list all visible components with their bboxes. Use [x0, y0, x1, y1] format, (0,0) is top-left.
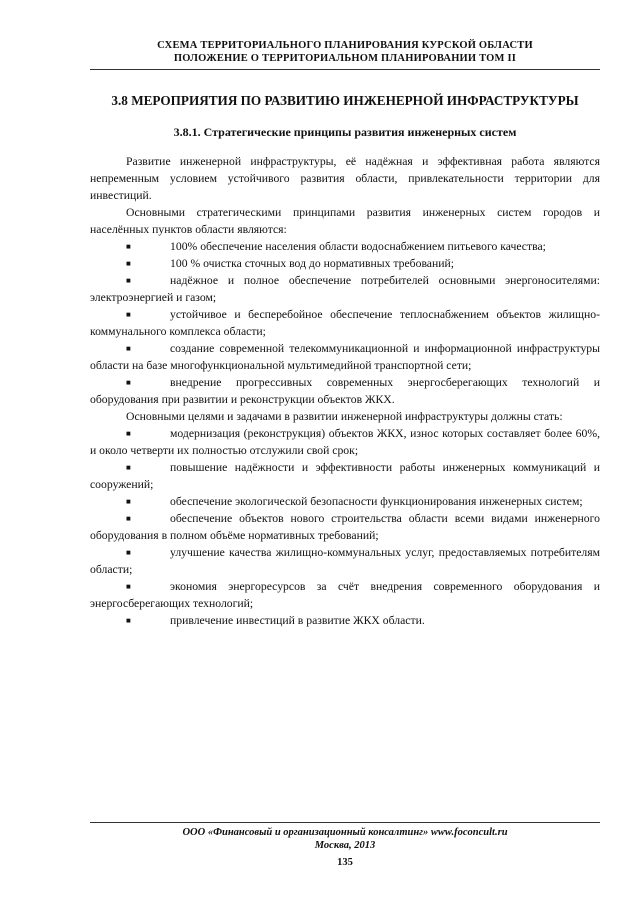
bullet-icon: ■ — [126, 378, 131, 387]
footer-divider — [90, 822, 600, 823]
list-item-text: улучшение качества жилищно-коммунальных услуг, предоставляемых потребителям области; — [90, 546, 600, 576]
list-item-text: 100% обеспечение населения области водоснабжением питьевого качества; — [170, 240, 546, 253]
list-item — [90, 510, 600, 544]
list-item — [90, 340, 600, 374]
list-item — [90, 612, 600, 629]
running-header-line-2: ПОЛОЖЕНИЕ О ТЕРРИТОРИАЛЬНОМ ПЛАНИРОВАНИИ ТОМ II — [173, 52, 517, 64]
list-item — [90, 425, 600, 459]
list-item — [90, 544, 600, 578]
running-header-line-1: СХЕМА ТЕРРИТОРИАЛЬНОГО ПЛАНИРОВАНИЯ КУРСКОЙ ОБЛАСТИ — [157, 40, 533, 51]
list-item-text: надёжное и полное обеспечение потребителей основными энергоносителями: электроэнергией и газом; — [90, 274, 600, 304]
running-header — [90, 40, 600, 65]
list-item-text: создание современной телекоммуникационной и информационной инфраструктуры области на базе многофункциональной мультимедийной транспортной сети; — [90, 342, 600, 372]
bullet-icon: ■ — [126, 344, 131, 353]
list-item — [90, 255, 600, 272]
list-item — [90, 578, 600, 612]
list-item-text: модернизация (реконструкция) объектов ЖКХ, износ которых составляет более 60%, и около четверти их полностью отслужили свой срок; — [90, 427, 600, 457]
page-number: 135 — [337, 857, 353, 868]
list-item — [90, 306, 600, 340]
list-item — [90, 493, 600, 510]
list-item-text: привлечение инвестиций в развитие ЖКХ области. — [170, 614, 425, 627]
bullet-icon: ■ — [126, 310, 131, 319]
paragraph-principles-intro: Основными стратегическими принципами развития инженерных систем городов и населённых пунктов области являются: — [90, 206, 600, 236]
list-item-text: обеспечение экологической безопасности функционирования инженерных систем; — [170, 495, 583, 508]
bullet-icon: ■ — [126, 548, 131, 557]
page-footer — [90, 826, 600, 852]
list-item — [90, 238, 600, 255]
footer-line-1: ООО «Финансовый и организационный консалтинг» www.foconcult.ru — [182, 827, 508, 838]
list-item-text: внедрение прогрессивных современных энергосберегающих технологий и оборудования при развитии и реконструкции объектов ЖКХ. — [90, 376, 600, 406]
bullet-icon: ■ — [126, 276, 131, 285]
bullet-icon: ■ — [126, 242, 131, 251]
bullet-icon: ■ — [126, 259, 131, 268]
list-item-text: устойчивое и бесперебойное обеспечение теплоснабжением объектов жилищно-коммунального комплекса области; — [90, 308, 600, 338]
principles-list — [90, 238, 600, 408]
bullet-icon: ■ — [126, 616, 131, 625]
bullet-icon: ■ — [126, 582, 131, 591]
bullet-icon: ■ — [126, 429, 131, 438]
section-title: 3.8 МЕРОПРИЯТИЯ ПО РАЗВИТИЮ ИНЖЕНЕРНОЙ ИНФРАСТРУКТУРЫ — [111, 93, 579, 108]
list-item — [90, 459, 600, 493]
goals-list — [90, 425, 600, 629]
list-item-text: повышение надёжности и эффективности работы инженерных коммуникаций и сооружений; — [90, 461, 600, 491]
bullet-icon: ■ — [126, 514, 131, 523]
bullet-icon: ■ — [126, 463, 131, 472]
paragraph-goals-intro: Основными целями и задачами в развитии инженерной инфраструктуры должны стать: — [126, 410, 563, 423]
document-body — [90, 153, 600, 629]
list-item-text: обеспечение объектов нового строительства области всеми видами инженерного оборудования в полном объёме нормативных требований; — [90, 512, 600, 542]
footer-line-2: Москва, 2013 — [314, 840, 376, 851]
list-item — [90, 272, 600, 306]
header-divider — [90, 69, 600, 70]
bullet-icon: ■ — [126, 497, 131, 506]
list-item-text: экономия энергоресурсов за счёт внедрения современного оборудования и энергосберегающих технологий; — [90, 580, 600, 610]
list-item — [90, 374, 600, 408]
list-item-text: 100 % очистка сточных вод до нормативных требований; — [170, 257, 455, 270]
subsection-title: 3.8.1. Стратегические принципы развития инженерных систем — [173, 125, 517, 139]
paragraph-intro: Развитие инженерной инфраструктуры, её надёжная и эффективная работа являются непременным условием устойчивого развития области, привлекательности территории для инвестиций. — [90, 155, 600, 202]
